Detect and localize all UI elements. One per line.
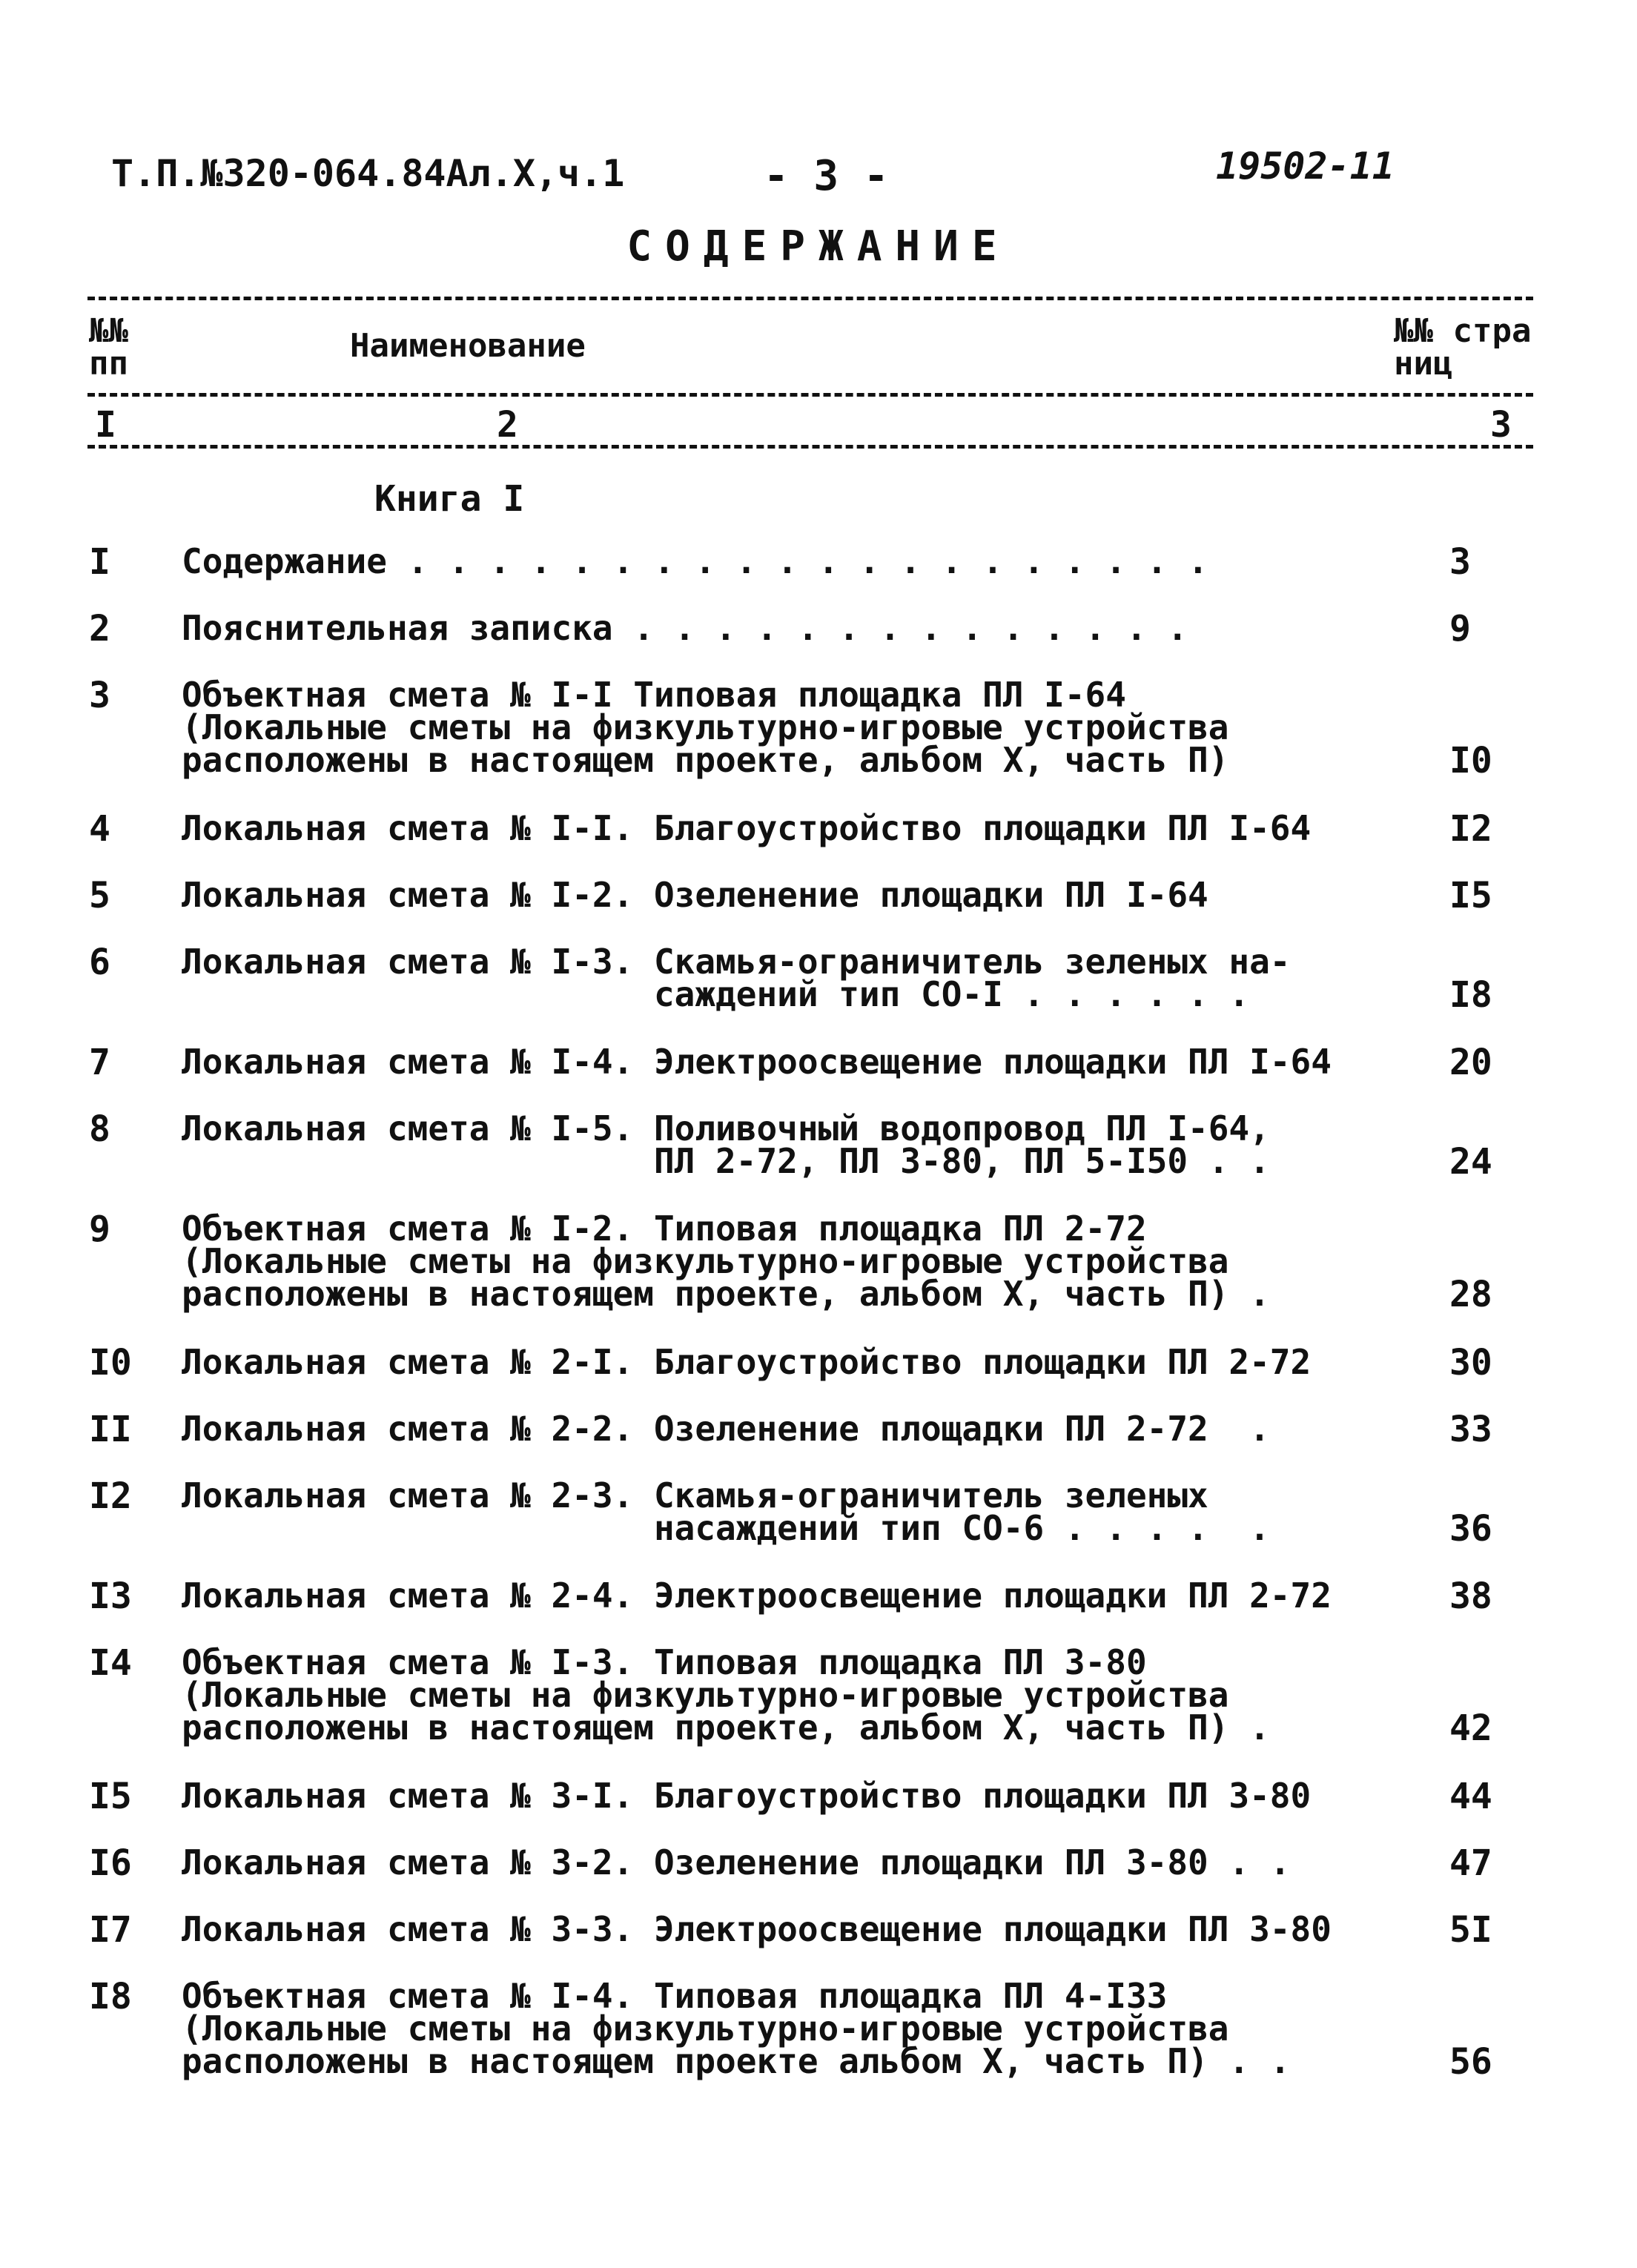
list-item-title: Локальная смета № 3-3. Электроосвещение площадки ПЛ 3-80 xyxy=(182,1909,1332,1949)
column-header-number: №№ пп xyxy=(89,312,128,383)
list-item-page: 44 xyxy=(1449,1776,1492,1817)
list-item-number: I8 xyxy=(89,1976,132,2017)
page-title: СОДЕРЖАНИЕ xyxy=(626,222,1011,271)
list-item-page: 24 xyxy=(1449,1141,1492,1183)
list-item-title: Локальная смета № 2-4. Электроосвещение площадки ПЛ 2-72 xyxy=(182,1576,1332,1616)
list-item-title: Локальная смета № I-3. Скамья-ограничитель зеленых на- саждений тип СО-I . . . . . . xyxy=(182,942,1291,1014)
column-header-pages: №№ стра ниц xyxy=(1394,312,1532,383)
list-item-number: 7 xyxy=(89,1042,110,1083)
list-item-title: Объектная смета № I-I Типовая площадка ПЛ I-64 (Локальные сметы на физкультурно-игровые устройства расположены в настоящем проекте, альбом X, часть П) xyxy=(182,675,1229,780)
list-item-page: 28 xyxy=(1449,1274,1492,1315)
list-item-page: 56 xyxy=(1449,2041,1492,2083)
list-item-number: I4 xyxy=(89,1642,132,1684)
list-item-title: Локальная смета № 3-I. Благоустройство площадки ПЛ 3-80 xyxy=(182,1776,1312,1816)
list-item-page: 38 xyxy=(1449,1576,1492,1617)
list-item-number: I5 xyxy=(89,1776,132,1817)
column-number-3: 3 xyxy=(1490,404,1512,446)
list-item-title: Локальная смета № I-I. Благоустройство площадки ПЛ I-64 xyxy=(182,808,1312,848)
list-item-title: Объектная смета № I-4. Типовая площадка ПЛ 4-I33 (Локальные сметы на физкультурно-игровые устройства расположены в настоящем проекте альбом X, часть П) . . xyxy=(182,1976,1291,2081)
list-item-page: 42 xyxy=(1449,1707,1492,1749)
list-item-page: 30 xyxy=(1449,1342,1492,1383)
column-number-2: 2 xyxy=(497,404,518,446)
list-item-title: Локальная смета № 3-2. Озеленение площадки ПЛ 3-80 . . xyxy=(182,1842,1291,1882)
list-item-page: 36 xyxy=(1449,1508,1492,1550)
list-item-page: 33 xyxy=(1449,1409,1492,1450)
column-header-name: Наименование xyxy=(350,327,586,365)
list-item-title: Локальная смета № I-4. Электроосвещение площадки ПЛ I-64 xyxy=(182,1042,1332,1082)
list-item-page: I8 xyxy=(1449,974,1492,1016)
list-item-number: I3 xyxy=(89,1576,132,1617)
book-heading: Книга I xyxy=(374,478,525,520)
list-item-title: Содержание . . . . . . . . . . . . . . . . . . . . xyxy=(182,541,1208,581)
list-item-page: 9 xyxy=(1449,608,1471,649)
list-item-number: 9 xyxy=(89,1209,110,1250)
list-item-page: 3 xyxy=(1449,541,1471,583)
list-item-page: I2 xyxy=(1449,808,1492,850)
list-item-number: 3 xyxy=(89,675,110,716)
list-item-number: I7 xyxy=(89,1909,132,1951)
list-item-number: II xyxy=(89,1409,132,1450)
list-item-title: Локальная смета № 2-3. Скамья-ограничитель зеленых насаждений тип СО-6 . . . . . xyxy=(182,1475,1270,1548)
list-item-page: 20 xyxy=(1449,1042,1492,1083)
list-item-number: I2 xyxy=(89,1475,132,1517)
list-item-page: 47 xyxy=(1449,1842,1492,1884)
list-item-title: Локальная смета № I-5. Поливочный водопровод ПЛ I-64, ПЛ 2-72, ПЛ 3-80, ПЛ 5-I50 . . xyxy=(182,1108,1270,1181)
list-item-number: I6 xyxy=(89,1842,132,1884)
list-item-number: 8 xyxy=(89,1108,110,1150)
list-item-number: I xyxy=(89,541,110,583)
list-item-page: I5 xyxy=(1449,875,1492,916)
header-document-code: Т.П.№320-064.84Ал.Х,ч.1 xyxy=(111,152,625,195)
list-item-title: Локальная смета № 2-2. Озеленение площадки ПЛ 2-72 . xyxy=(182,1409,1270,1449)
list-item-title: Объектная смета № I-2. Типовая площадка ПЛ 2-72 (Локальные сметы на физкультурно-игровые устройства расположены в настоящем проекте, альбом X, часть П) . xyxy=(182,1209,1270,1314)
column-number-1: I xyxy=(95,404,116,446)
list-item-number: 5 xyxy=(89,875,110,916)
list-item-title: Локальная смета № I-2. Озеленение площадки ПЛ I-64 xyxy=(182,875,1208,915)
list-item-title: Локальная смета № 2-I. Благоустройство площадки ПЛ 2-72 xyxy=(182,1342,1312,1382)
list-item-number: 6 xyxy=(89,942,110,983)
header-registration-number: 19502-11 xyxy=(1216,145,1395,188)
list-item-title: Пояснительная записка . . . . . . . . . . . . . . xyxy=(182,608,1188,648)
header-page-number: - 3 - xyxy=(764,152,889,200)
list-item-number: 4 xyxy=(89,808,110,850)
list-item-number: 2 xyxy=(89,608,110,649)
list-item-page: 5I xyxy=(1449,1909,1492,1951)
list-item-number: I0 xyxy=(89,1342,132,1383)
list-item-title: Объектная смета № I-3. Типовая площадка ПЛ 3-80 (Локальные сметы на физкультурно-игровые устройства расположены в настоящем проекте, альбом X, часть П) . xyxy=(182,1642,1270,1748)
list-item-page: I0 xyxy=(1449,740,1492,781)
